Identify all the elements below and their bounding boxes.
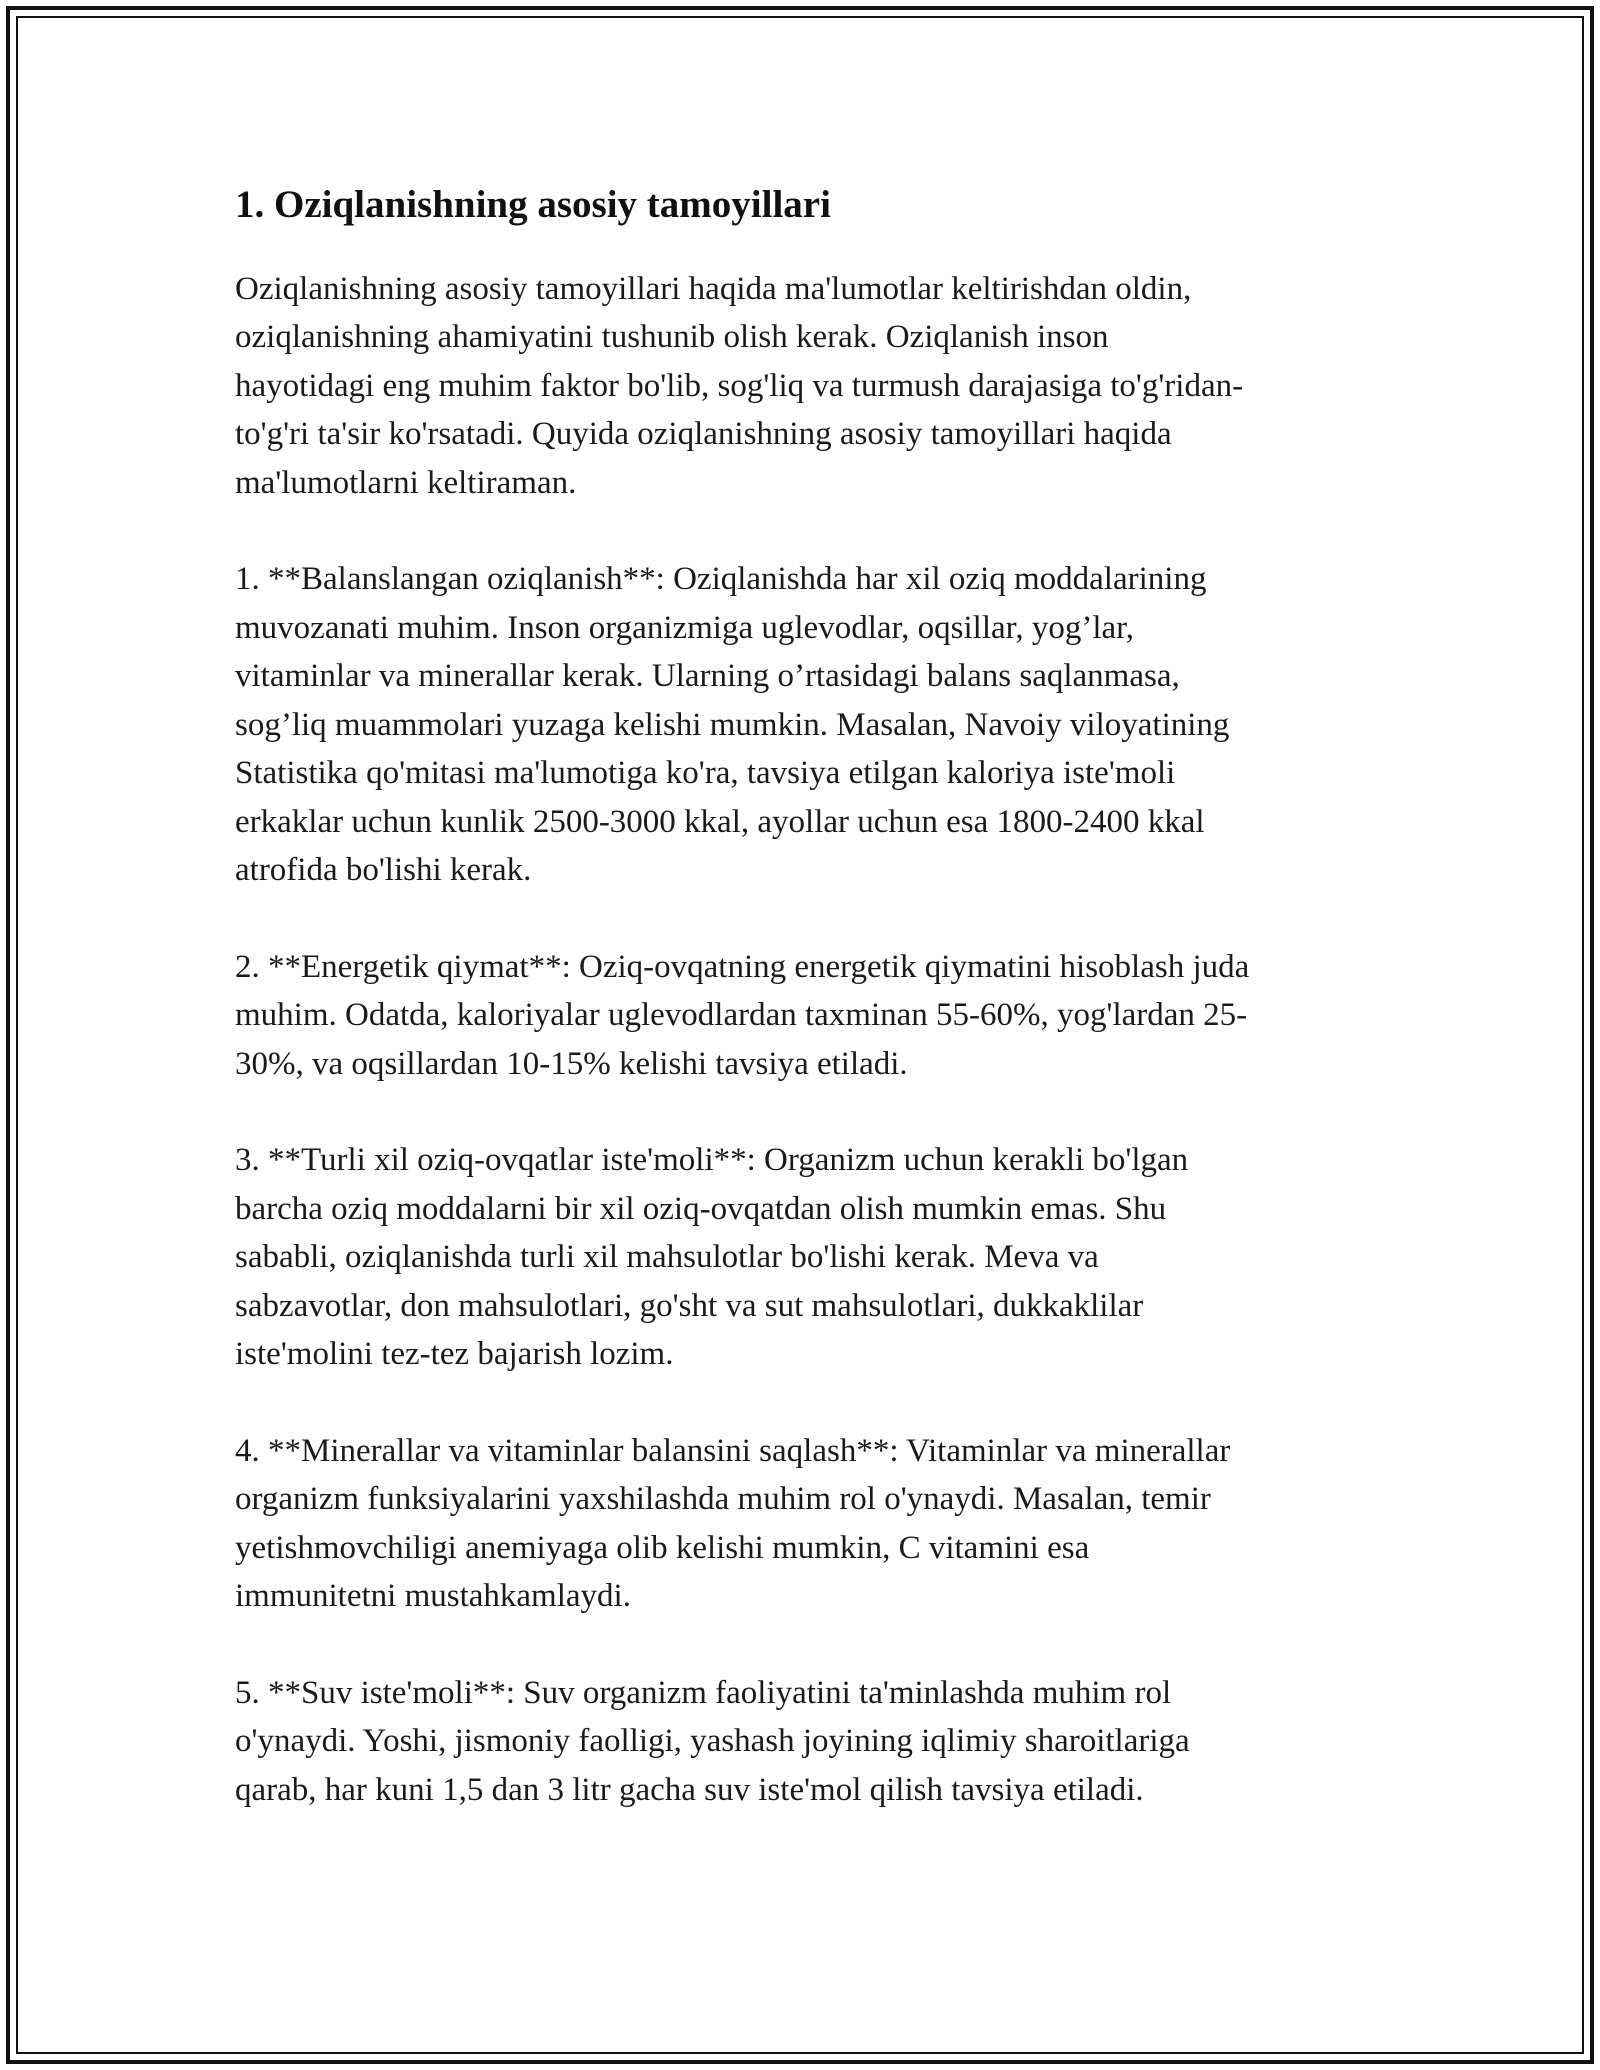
paragraph-water-intake: 5. **Suv iste'moli**: Suv organizm faoliyatini ta'minlashda muhim rol o'ynaydi. Yoshi, jismoniy faolligi, yashash joyining iqlimiy sharoitlariga qarab, har kuni 1,5 dan 3 litr gacha suv iste'mol qilish tavsiya etiladi. bbox=[235, 1674, 1190, 1808]
paragraph-minerals-vitamins: 4. **Minerallar va vitaminlar balansini saqlash**: Vitaminlar va minerallar organizm funksiyalarini yaxshilashda muhim rol o'ynaydi. Masalan, temir yetishmovchiligi anemiyaga olib kelishi mumkin, C vitamini esa immunitetni mustahkamlaydi. bbox=[235, 1432, 1231, 1615]
paragraph-balanced-nutrition: 1. **Balanslangan oziqlanish**: Oziqlanishda har xil oziq moddalarining muvozanati muhim. Inson organizmiga uglevodlar, oqsillar, yog’lar, vitaminlar va minerallar kerak. Ularning o’rtasidagi balans saqlanmasa, sog’liq muammolari yuzaga kelishi mumkin. Masalan, Navoiy viloyatining Statistika qo'mitasi ma'lumotiga ko'ra, tavsiya etilgan kaloriya iste'moli erkaklar uchun kunlik 2500-3000 kkal, ayollar uchun esa 1800-2400 kkal atrofida bo'lishi kerak. bbox=[235, 561, 1230, 889]
intro-paragraph: Oziqlanishning asosiy tamoyillari haqida ma'lumotlar keltirishdan oldin, oziqlanishning ahamiyatini tushunib olish kerak. Oziqlanish inson hayotidagi eng muhim faktor bo'lib, sog'liq va turmush darajasiga to'g'ridan- to'g'ri ta'sir ko'rsatadi. Quyida oziqlanishning asosiy tamoyillari haqida ma'lumotlarni keltiraman. bbox=[235, 270, 1244, 501]
document-title: 1. Oziqlanishning asosiy tamoyillari bbox=[235, 183, 831, 226]
paragraph-varied-foods: 3. **Turli xil oziq-ovqatlar iste'moli**: Organizm uchun kerakli bo'lgan barcha oziq moddalarni bir xil oziq-ovqatdan olish mumkin emas. Shu sababli, oziqlanishda turli xil mahsulotlar bo'lishi kerak. Meva va sabzavotlar, don mahsulotlari, go'sht va sut mahsulotlari, dukkaklilar iste'molini tez-tez bajarish lozim. bbox=[235, 1142, 1189, 1373]
document-body bbox=[235, 180, 1365, 1862]
paragraph-energy-value: 2. **Energetik qiymat**: Oziq-ovqatning energetik qiymatini hisoblash juda muhim. Odatda, kaloriyalar uglevodlardan taxminan 55-60%, yog'lardan 25- 30%, va oqsillardan 10-15% kelishi tavsiya etiladi. bbox=[235, 948, 1250, 1082]
